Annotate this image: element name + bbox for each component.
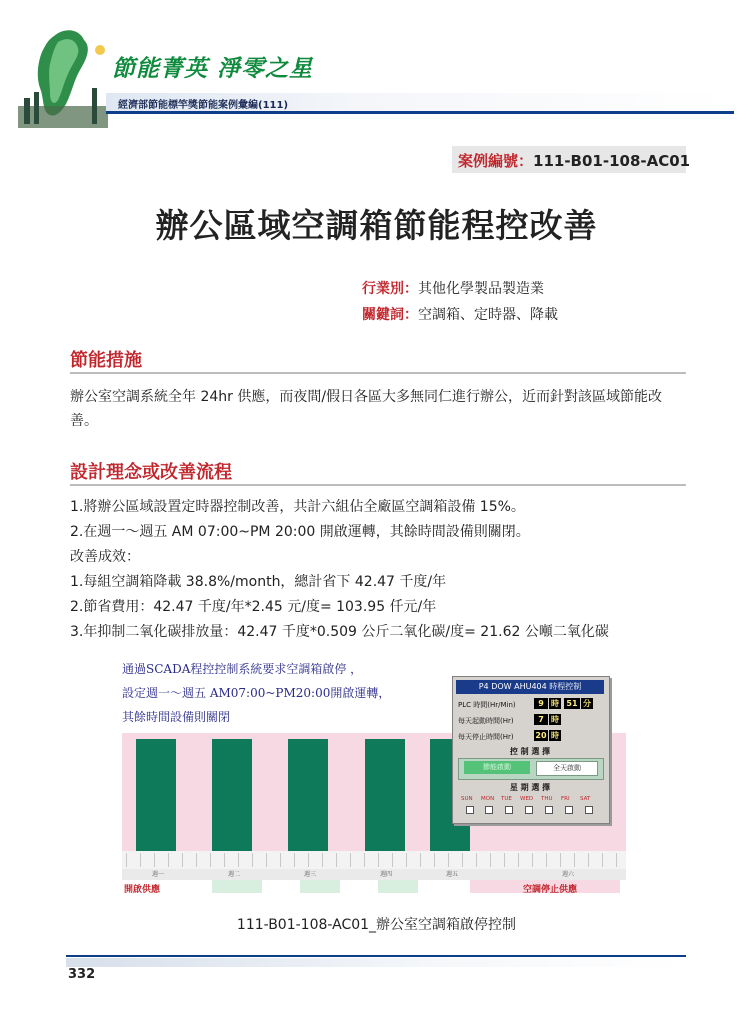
day-label: 週一 [152, 871, 165, 878]
axis-tick [574, 853, 575, 867]
section-divider [70, 484, 686, 486]
axis-tick [420, 853, 421, 867]
footer-bar [66, 958, 686, 967]
plc-hour-value: 9 [534, 698, 548, 709]
keywords-value: 空調箱、定時器、降載 [418, 307, 558, 323]
figure-title: 111-B01-108-AC01_辦公室空調箱啟停控制 [236, 917, 517, 933]
legend-on: 開啟供應 [124, 885, 161, 895]
axis-tick [294, 853, 295, 867]
legend-off: 空調停止供應 [523, 885, 578, 895]
page-title: 辦公區域空調箱節能程控改善 [155, 206, 598, 245]
weekday-select-label: 星 期 選 擇 [509, 783, 551, 792]
time-axis [122, 851, 626, 869]
panel-title: P4 DOW AHU404 時程控制 [456, 680, 604, 694]
axis-tick [154, 853, 155, 867]
axis-tick [392, 853, 393, 867]
weekday-checkbox[interactable] [585, 806, 593, 814]
industry-label: 行業別： [362, 281, 418, 297]
weekday-label: MON [481, 796, 495, 802]
weekday-label: WED [520, 796, 534, 802]
logo-taiwan-map-icon [14, 18, 112, 130]
design-line: 2.在週一～週五 AM 07:00~PM 20:00 開啟運轉，其餘時間設備則關閉。 [70, 524, 530, 540]
axis-tick [602, 853, 603, 867]
axis-tick [532, 853, 533, 867]
day-axis [122, 869, 626, 880]
axis-tick [364, 853, 365, 867]
axis-tick [336, 853, 337, 867]
axis-tick [266, 853, 267, 867]
case-number-value: 111-B01-108-AC01 [533, 152, 691, 170]
weekday-checkbox[interactable] [485, 806, 493, 814]
design-line: 3.年抑制二氧化碳排放量：42.47 千度*0.509 公斤二氧化碳/度= 21.62 公噸二氧化碳 [70, 624, 609, 640]
axis-tick [378, 853, 379, 867]
axis-tick [504, 853, 505, 867]
day-label: 週三 [304, 871, 317, 878]
axis-tick [196, 853, 197, 867]
stop-time-unit: 時 [551, 731, 559, 740]
legend-stripe [300, 880, 340, 893]
all-day-button[interactable]: 全天啟動 [536, 761, 598, 776]
industry-row [362, 278, 544, 298]
on-period-bar [288, 739, 328, 851]
keywords-row [362, 304, 558, 324]
weekday-label: SAT [580, 796, 591, 802]
axis-tick [182, 853, 183, 867]
design-line: 1.將辦公區域設置定時器控制改善，共計六組佔全廠區空調箱設備 15%。 [70, 499, 525, 515]
case-number-label: 案例編號： [458, 152, 534, 170]
section-heading-measures: 節能措施 [70, 350, 142, 371]
axis-tick [546, 853, 547, 867]
start-time-unit: 時 [551, 715, 559, 724]
industry-value: 其他化學製品製造業 [418, 281, 544, 297]
axis-tick [406, 853, 407, 867]
on-period-bar [136, 739, 176, 851]
weekday-checkbox[interactable] [565, 806, 573, 814]
section-divider [70, 372, 686, 374]
plc-minute-unit: 分 [583, 699, 591, 708]
axis-tick [616, 853, 617, 867]
page-number: 332 [68, 967, 96, 982]
figure-caption-line: 設定週一～週五 AM07:00~PM20:00開啟運轉， [122, 686, 391, 700]
weekday-checkbox[interactable] [505, 806, 513, 814]
design-line: 改善成效： [70, 549, 140, 565]
day-label: 週六 [562, 871, 575, 878]
weekday-label: SUN [461, 796, 473, 802]
design-line: 1.每組空調箱降載 38.8%/month，總計省下 42.47 千度/年 [70, 574, 447, 590]
plc-hour-unit: 時 [551, 699, 559, 708]
figure-caption-line: 通過SCADA程控控制系統要求空調箱啟停 ， [122, 662, 363, 676]
plc-minute-value: 51 [564, 698, 580, 709]
day-label: 週五 [446, 871, 459, 878]
axis-tick [518, 853, 519, 867]
axis-tick [560, 853, 561, 867]
axis-tick [126, 853, 127, 867]
axis-tick [588, 853, 589, 867]
energy-save-button[interactable]: 節能啟動 [464, 761, 530, 774]
figure-caption-line: 其餘時間設備則關閉 [122, 710, 231, 724]
axis-tick [252, 853, 253, 867]
weekday-label: TUE [501, 796, 512, 802]
axis-tick [350, 853, 351, 867]
legend-stripe [212, 880, 262, 893]
weekday-label: FRI [561, 796, 570, 802]
footer-line [66, 955, 686, 957]
weekday-checkbox[interactable] [545, 806, 553, 814]
axis-tick [210, 853, 211, 867]
on-period-bar [365, 739, 405, 851]
on-period-bar [212, 739, 252, 851]
axis-tick [462, 853, 463, 867]
weekday-checkbox[interactable] [466, 806, 474, 814]
axis-tick [448, 853, 449, 867]
axis-tick [322, 853, 323, 867]
section-heading-design: 設計理念或改善流程 [70, 462, 232, 483]
design-line: 2.節省費用：42.47 千度/年*2.45 元/度= 103.95 仟元/年 [70, 599, 437, 615]
weekday-label: THU [541, 796, 553, 802]
axis-tick [490, 853, 491, 867]
stop-time-label: 每天停止時間(Hr) [458, 733, 514, 741]
start-time-label: 每天起動時間(Hr) [458, 717, 514, 725]
axis-tick [168, 853, 169, 867]
axis-tick [308, 853, 309, 867]
legend-stripe [378, 880, 418, 893]
control-select-label: 控 制 選 擇 [509, 747, 551, 756]
axis-tick [224, 853, 225, 867]
plc-time-label: PLC 時間(Hr/Min) [458, 701, 516, 709]
day-label: 週四 [380, 871, 393, 878]
case-number [458, 150, 690, 171]
axis-tick [140, 853, 141, 867]
stop-time-value[interactable]: 20 [535, 731, 547, 740]
keywords-label: 關鍵詞： [362, 307, 418, 323]
day-label: 週二 [228, 871, 241, 878]
brand-title: 節能菁英 淨零之星 [112, 55, 314, 82]
axis-tick [280, 853, 281, 867]
axis-tick [434, 853, 435, 867]
axis-tick [238, 853, 239, 867]
header-subtitle: 經濟部節能標竿獎節能案例彙編(111) [118, 100, 289, 111]
start-time-value[interactable]: 7 [534, 714, 548, 725]
axis-tick [476, 853, 477, 867]
weekday-checkbox[interactable] [525, 806, 533, 814]
measures-paragraph: 辦公室空調系統全年 24hr 供應，而夜間/假日各區大多無同仁進行辦公，近而針對該區域節能改善。 [70, 389, 663, 429]
